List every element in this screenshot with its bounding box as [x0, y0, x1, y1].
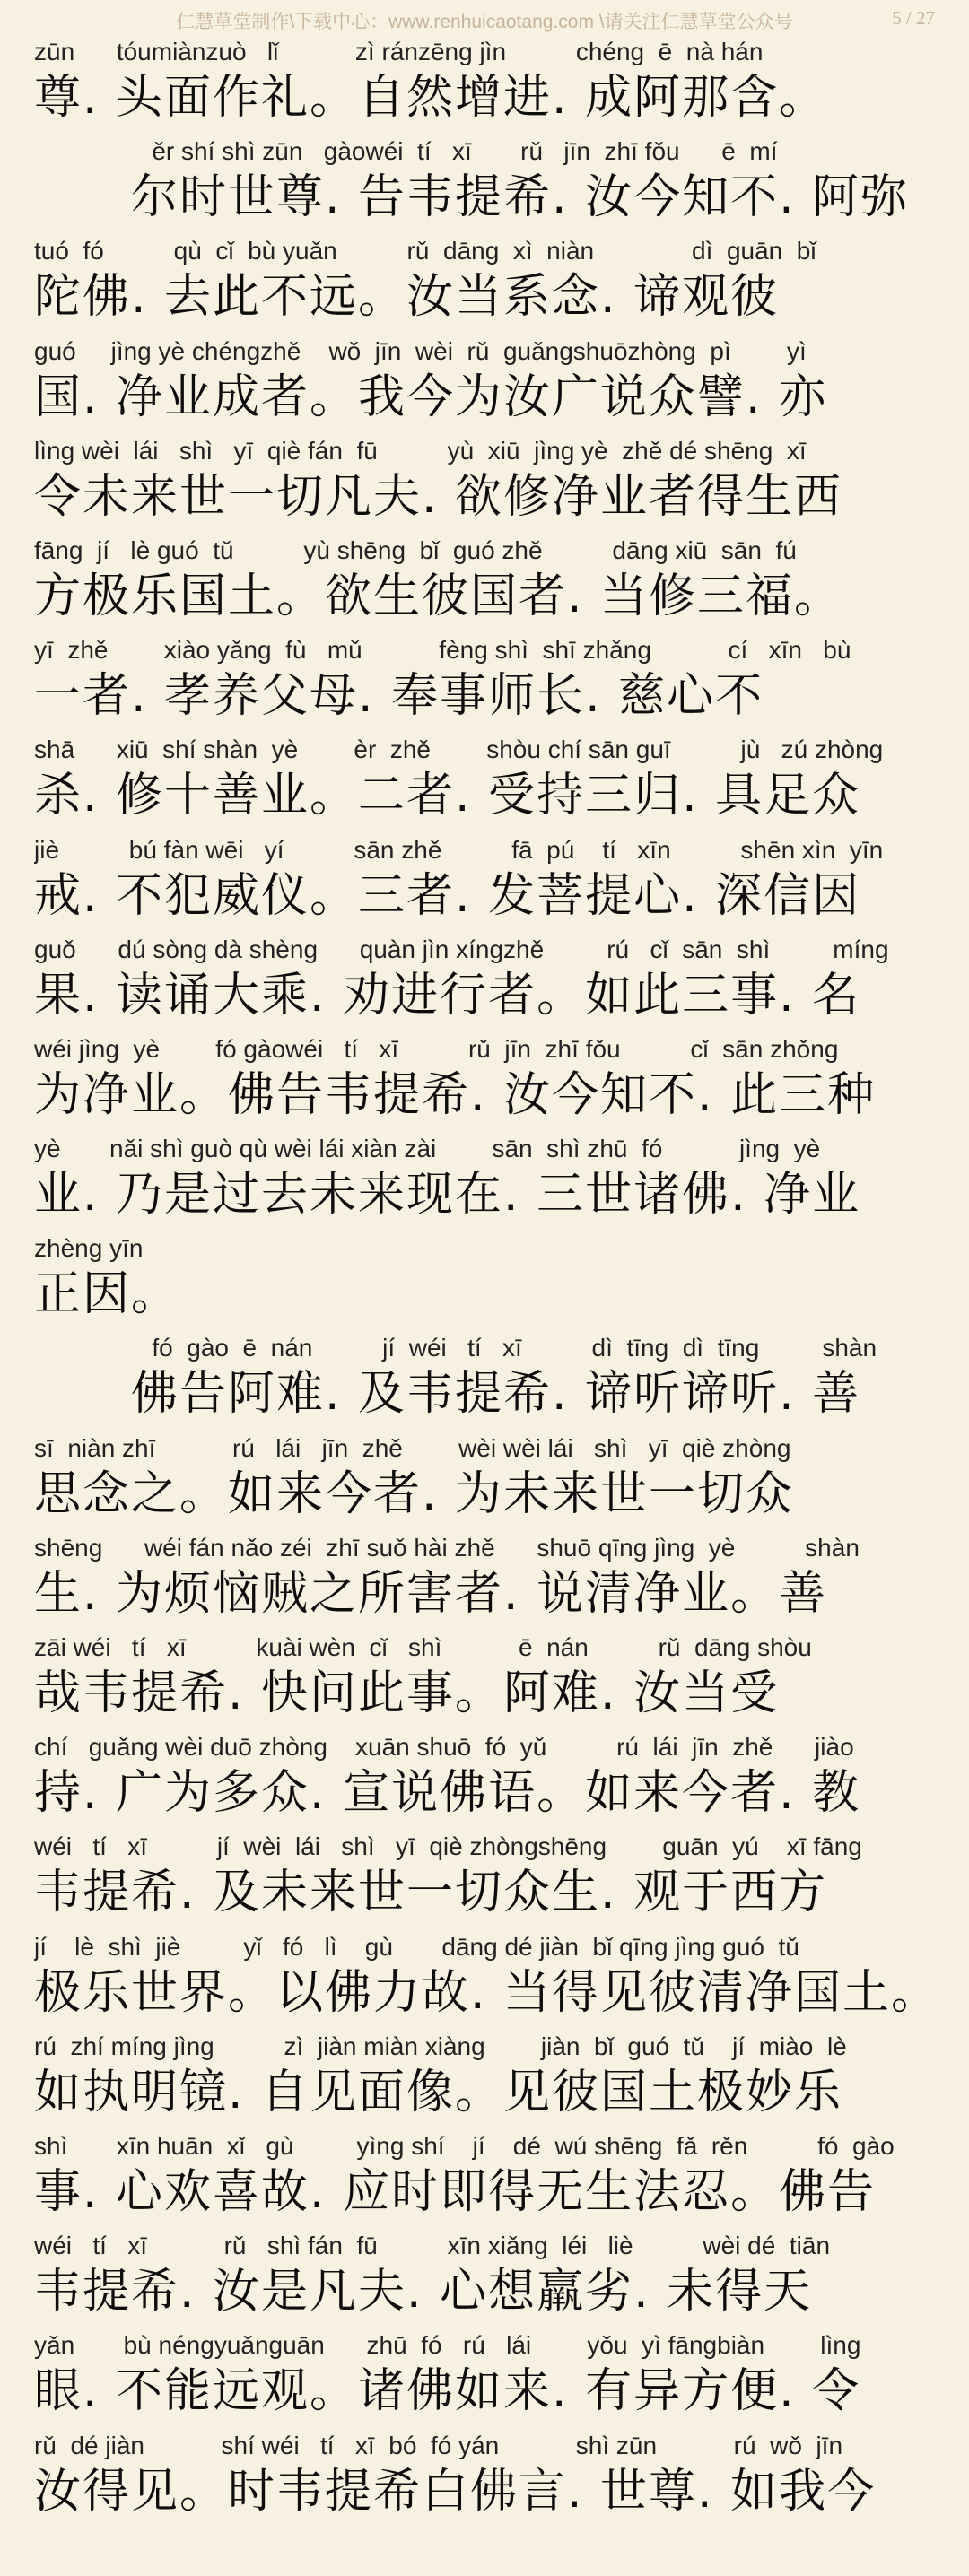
- pinyin-annotation: lìng wèi lái shì yī qiè fán fū yù xiū jìng yè zhě dé shēng xī: [34, 436, 807, 465]
- text-line: [34, 435, 940, 535]
- text-line: [34, 1831, 940, 1930]
- text-line: [34, 1931, 940, 2031]
- pinyin-annotation: yǎn bù néngyuǎnguān zhū fó rú lái yǒu yì fāngbiàn lìng: [34, 2331, 861, 2360]
- chinese-text: 持. 广为多众. 宣说佛语。如来今者. 教: [34, 1766, 861, 1821]
- pinyin-annotation: rǔ dé jiàn shí wéi tí xī bó fó yán shì zūn rú wǒ jīn: [34, 2431, 843, 2459]
- chinese-text: 杀. 修十善业。二者. 受持三归. 具足众: [34, 769, 861, 823]
- pinyin-annotation: sī niàn zhī rú lái jīn zhě wèi wèi lái shì yī qiè zhòng: [34, 1433, 791, 1462]
- text-line: [34, 2031, 940, 2130]
- text-line: [34, 1432, 940, 1532]
- text-line: [34, 1133, 940, 1232]
- text-line: [34, 1232, 940, 1332]
- pinyin-annotation: jiè bú fàn wēi yí sān zhě fā pú tí xīn shēn xìn yīn: [34, 835, 884, 864]
- text-line: [34, 135, 940, 235]
- pinyin-annotation: zāi wéi tí xī kuài wèn cǐ shì ē nán rǔ dāng shòu: [34, 1633, 812, 1661]
- pinyin-annotation: chí guǎng wèi duō zhòng xuān shuō fó yǔ rú lái jīn zhě jiào: [34, 1733, 854, 1762]
- pinyin-annotation: wéi tí xī jí wèi lái shì yī qiè zhòngshēng guān yú xī fāng: [34, 1832, 862, 1861]
- chinese-text: 尔时世尊. 告韦提希. 汝今知不. 阿弥: [131, 170, 910, 225]
- pinyin-annotation: yī zhě xiào yǎng fù mǔ fèng shì shī zhǎng cí xīn bù: [34, 636, 851, 665]
- pinyin-annotation: wéi jìng yè fó gàowéi tí xī rǔ jīn zhī fǒu cǐ sān zhǒng: [34, 1034, 839, 1063]
- pinyin-annotation: shì xīn huān xǐ gù yìng shí jí dé wú shēng fǎ rěn fó gào: [34, 2131, 895, 2160]
- chinese-text: 方极乐国土。欲生彼国者. 当修三福。: [34, 569, 843, 623]
- page-header-watermark: 仁慧草堂制作\下载中心：www.renhuicaotang.com \请关注仁慧草堂公众号: [176, 12, 793, 32]
- chinese-text: 一者. 孝养父母. 奉事师长. 慈心不: [34, 669, 764, 724]
- chinese-text: 如执明镜. 自见面像。见彼国土极妙乐: [34, 2065, 843, 2119]
- chinese-text: 眼. 不能远观。诸佛如来. 有异方便. 令: [34, 2364, 861, 2419]
- text-line: [34, 1332, 940, 1432]
- chinese-text: 正因。: [34, 1267, 180, 1322]
- text-line: [34, 535, 940, 634]
- pinyin-annotation: jí lè shì jiè yǐ fó lì gù dāng dé jiàn bǐ qīng jìng guó tǔ: [34, 1932, 799, 1961]
- pinyin-annotation: zhèng yīn: [34, 1234, 144, 1263]
- pinyin-annotation: shā xiū shí shàn yè èr zhě shòu chí sān guī jù zú zhòng: [34, 735, 884, 764]
- chinese-text: 汝得见。时韦提希白佛言. 世尊. 如我今: [34, 2464, 877, 2519]
- chinese-text: 佛告阿难. 及韦提希. 谛听谛听. 善: [131, 1367, 861, 1422]
- chinese-text: 韦提希. 及未来世一切众生. 观于西方: [34, 1866, 828, 1920]
- text-line: [34, 2329, 940, 2429]
- chinese-text: 哉韦提希. 快问此事。阿难. 汝当受: [34, 1667, 780, 1720]
- pinyin-annotation: yè nǎi shì guò qù wèi lái xiàn zài sān shì zhū fó jìng yè: [34, 1135, 821, 1163]
- chinese-text: 戒. 不犯威仪。三者. 发菩提心. 深信因: [34, 868, 861, 923]
- pinyin-annotation: fó gào ē nán jí wéi tí xī dì tīng dì tīng shàn: [131, 1334, 877, 1362]
- chinese-text: 果. 读诵大乘. 劝进行者。如此三事. 名: [34, 968, 861, 1023]
- text-line: [34, 2130, 940, 2230]
- chinese-text: 令未来世一切凡夫. 欲修净业者得生西: [34, 469, 843, 524]
- chinese-text: 为净业。佛告韦提希. 汝今知不. 此三种: [34, 1067, 877, 1122]
- pinyin-annotation: shēng wéi fán nǎo zéi zhī suǒ hài zhě shuō qīng jìng yè shàn: [34, 1533, 860, 1562]
- chinese-text: 思念之。如来今者. 为未来世一切众: [34, 1466, 795, 1521]
- chinese-text: 韦提希. 汝是凡夫. 心想羸劣. 未得天: [34, 2265, 813, 2319]
- sutra-text-body: [34, 36, 940, 2529]
- pinyin-annotation: guǒ dú sòng dà shèng quàn jìn xíngzhě rú cǐ sān shì míng: [34, 935, 889, 963]
- text-line: [34, 2430, 940, 2529]
- pinyin-annotation: fāng jí lè guó tǔ yù shēng bǐ guó zhě dāng xiū sān fú: [34, 535, 797, 564]
- pinyin-annotation: rú zhí míng jìng zì jiàn miàn xiàng jiàn bǐ guó tǔ jí miào lè: [34, 2032, 847, 2060]
- text-line: [34, 734, 940, 833]
- pinyin-annotation: zūn tóumiànzuò lǐ zì ránzēng jìn chéng ē nà hán: [34, 38, 764, 65]
- chinese-text: 业. 乃是过去未来现在. 三世诸佛. 净业: [34, 1168, 861, 1223]
- text-line: [34, 335, 940, 435]
- text-line: [34, 934, 940, 1033]
- text-line: [34, 1532, 940, 1632]
- text-line: [34, 235, 940, 335]
- text-line: [34, 834, 940, 934]
- text-line: [34, 634, 940, 734]
- chinese-text: 事. 心欢喜故. 应时即得无生法忍。佛告: [34, 2164, 877, 2219]
- chinese-text: 尊. 头面作礼。自然增进. 成阿那含。: [34, 71, 828, 125]
- chinese-text: 陀佛. 去此不远。汝当系念. 谛观彼: [34, 270, 780, 325]
- text-line: [34, 1731, 940, 1831]
- pinyin-annotation: tuó fó qù cǐ bù yuǎn rǔ dāng xì niàn dì guān bǐ: [34, 237, 816, 265]
- pinyin-annotation: wéi tí xī rǔ shì fán fū xīn xiǎng léi liè wèi dé tiān: [34, 2232, 831, 2260]
- text-line: [34, 1632, 940, 1731]
- page-number: 5 / 27: [892, 7, 935, 29]
- chinese-text: 国. 净业成者。我今为汝广说众譬. 亦: [34, 370, 828, 424]
- chinese-text: 生. 为烦恼贼之所害者. 说清净业。善: [34, 1566, 828, 1621]
- chinese-text: 极乐世界。以佛力故. 当得见彼清净国土。: [34, 1965, 940, 2020]
- text-line: [34, 1033, 940, 1133]
- text-line: [34, 2230, 940, 2329]
- pinyin-annotation: guó jìng yè chéngzhě wǒ jīn wèi rǔ guǎngshuōzhòng pì yì: [34, 336, 807, 365]
- pinyin-annotation: ěr shí shì zūn gàowéi tí xī rǔ jīn zhī fǒu ē mí: [131, 137, 778, 166]
- text-line: [34, 36, 940, 135]
